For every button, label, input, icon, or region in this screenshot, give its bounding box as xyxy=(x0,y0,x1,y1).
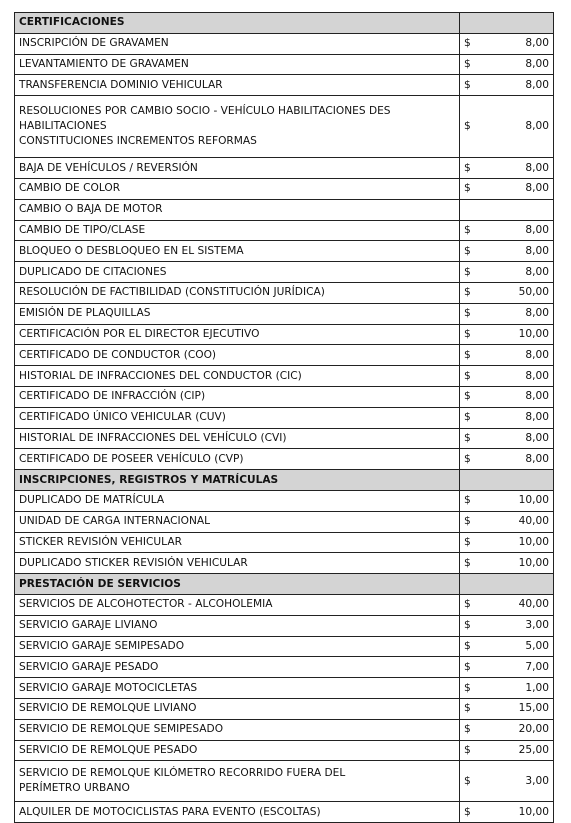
currency-symbol: $ xyxy=(464,723,471,736)
fee-description: RESOLUCIÓN DE FACTIBILIDAD (CONSTITUCIÓN JURÍDICA) xyxy=(15,282,460,303)
currency-symbol: $ xyxy=(464,805,471,818)
fee-row xyxy=(15,345,554,366)
fee-row xyxy=(15,33,554,54)
fee-value-cell xyxy=(460,386,554,407)
fee-value-cell xyxy=(460,802,554,823)
currency-symbol: $ xyxy=(464,743,471,756)
fee-description: STICKER REVISIÓN VEHICULAR xyxy=(15,532,460,553)
fee-row xyxy=(15,262,554,283)
fee-description: CERTIFICADO DE INFRACCIÓN (CIP) xyxy=(15,386,460,407)
fee-value-cell xyxy=(460,345,554,366)
currency-symbol: $ xyxy=(464,161,471,174)
section-header-row xyxy=(15,470,554,491)
fee-value-cell xyxy=(460,470,554,491)
fee-value-cell xyxy=(460,96,554,158)
fee-value-cell xyxy=(460,615,554,636)
fee-description: BLOQUEO O DESBLOQUEO EN EL SISTEMA xyxy=(15,241,460,262)
fee-description xyxy=(15,96,460,158)
section-header-row xyxy=(15,574,554,595)
currency-symbol: $ xyxy=(464,411,471,424)
fee-value-cell xyxy=(460,220,554,241)
fee-description: HISTORIAL DE INFRACCIONES DEL VEHÍCULO (CVI) xyxy=(15,428,460,449)
fee-row xyxy=(15,553,554,574)
fee-amount: 8,00 xyxy=(525,57,549,70)
fee-value-cell xyxy=(460,594,554,615)
fee-row xyxy=(15,96,554,158)
fee-description: CAMBIO DE TIPO/CLASE xyxy=(15,220,460,241)
fee-amount: 10,00 xyxy=(518,535,549,548)
fee-description-line: RESOLUCIONES POR CAMBIO SOCIO - VEHÍCULO HABILITACIONES DES xyxy=(19,105,391,118)
fee-value-cell xyxy=(460,428,554,449)
fee-value-cell xyxy=(460,678,554,699)
fee-row xyxy=(15,532,554,553)
fee-value-cell xyxy=(460,490,554,511)
fee-row xyxy=(15,802,554,823)
fee-row xyxy=(15,54,554,75)
fee-amount: 8,00 xyxy=(525,307,549,320)
fee-description: SERVICIO GARAJE MOTOCICLETAS xyxy=(15,678,460,699)
fee-row xyxy=(15,407,554,428)
fee-row xyxy=(15,698,554,719)
fee-amount: 5,00 xyxy=(525,639,549,652)
fee-description: CERTIFICADO DE CONDUCTOR (COO) xyxy=(15,345,460,366)
fee-value-cell xyxy=(460,262,554,283)
fee-amount: 8,00 xyxy=(525,369,549,382)
fee-value-cell xyxy=(460,740,554,761)
fee-description: BAJA DE VEHÍCULOS / REVERSIÓN xyxy=(15,158,460,179)
fee-value-cell xyxy=(460,33,554,54)
currency-symbol: $ xyxy=(464,78,471,91)
currency-symbol: $ xyxy=(464,619,471,632)
currency-symbol: $ xyxy=(464,265,471,278)
fee-amount: 15,00 xyxy=(518,702,549,715)
fee-description: DUPLICADO DE MATRÍCULA xyxy=(15,490,460,511)
fee-amount: 8,00 xyxy=(525,244,549,257)
fee-row xyxy=(15,199,554,220)
fee-description: SERVICIO DE REMOLQUE LIVIANO xyxy=(15,698,460,719)
fee-amount: 8,00 xyxy=(525,452,549,465)
currency-symbol: $ xyxy=(464,57,471,70)
fee-description: INSCRIPCIÓN DE GRAVAMEN xyxy=(15,33,460,54)
fee-row xyxy=(15,178,554,199)
fee-amount: 40,00 xyxy=(518,515,549,528)
fee-amount: 8,00 xyxy=(525,348,549,361)
fee-row xyxy=(15,241,554,262)
fee-description: DUPLICADO DE CITACIONES xyxy=(15,262,460,283)
currency-symbol: $ xyxy=(464,452,471,465)
fee-amount: 8,00 xyxy=(525,78,549,91)
fee-row xyxy=(15,678,554,699)
currency-symbol: $ xyxy=(464,120,471,133)
fee-amount: 8,00 xyxy=(525,390,549,403)
fee-amount: 1,00 xyxy=(525,681,549,694)
fee-amount: 8,00 xyxy=(525,120,549,133)
fee-row xyxy=(15,386,554,407)
fee-row xyxy=(15,636,554,657)
fee-description: HISTORIAL DE INFRACCIONES DEL CONDUCTOR (CIC) xyxy=(15,366,460,387)
fee-row xyxy=(15,366,554,387)
fee-value-cell xyxy=(460,303,554,324)
fee-amount: 20,00 xyxy=(518,723,549,736)
fee-amount: 3,00 xyxy=(525,619,549,632)
currency-symbol: $ xyxy=(464,702,471,715)
currency-symbol: $ xyxy=(464,369,471,382)
fee-amount: 10,00 xyxy=(518,556,549,569)
currency-symbol: $ xyxy=(464,244,471,257)
fee-value-cell xyxy=(460,449,554,470)
fee-value-cell xyxy=(460,719,554,740)
fee-description: SERVICIO DE REMOLQUE PESADO xyxy=(15,740,460,761)
fee-value-cell xyxy=(460,158,554,179)
fee-description: CERTIFICADO DE POSEER VEHÍCULO (CVP) xyxy=(15,449,460,470)
fee-description: LEVANTAMIENTO DE GRAVAMEN xyxy=(15,54,460,75)
fee-value-cell xyxy=(460,54,554,75)
section-header-row xyxy=(15,13,554,34)
fee-row xyxy=(15,428,554,449)
fee-row xyxy=(15,324,554,345)
fee-amount: 8,00 xyxy=(525,431,549,444)
fee-table-body xyxy=(15,13,554,823)
currency-symbol: $ xyxy=(464,639,471,652)
fee-description: CAMBIO DE COLOR xyxy=(15,178,460,199)
fee-description: EMISIÓN DE PLAQUILLAS xyxy=(15,303,460,324)
fee-amount: 10,00 xyxy=(518,494,549,507)
fee-amount: 8,00 xyxy=(525,161,549,174)
fee-row xyxy=(15,75,554,96)
currency-symbol: $ xyxy=(464,37,471,50)
fee-value-cell xyxy=(460,636,554,657)
fee-amount: 40,00 xyxy=(518,598,549,611)
fee-amount: 10,00 xyxy=(518,805,549,818)
currency-symbol: $ xyxy=(464,390,471,403)
fee-value-cell xyxy=(460,178,554,199)
fee-amount: 8,00 xyxy=(525,223,549,236)
fee-value-cell xyxy=(460,553,554,574)
currency-symbol: $ xyxy=(464,515,471,528)
currency-symbol: $ xyxy=(464,286,471,299)
fee-row xyxy=(15,511,554,532)
fee-description: SERVICIO GARAJE LIVIANO xyxy=(15,615,460,636)
fee-value-cell xyxy=(460,366,554,387)
section-title: PRESTACIÓN DE SERVICIOS xyxy=(15,574,460,595)
fee-description: UNIDAD DE CARGA INTERNACIONAL xyxy=(15,511,460,532)
currency-symbol: $ xyxy=(464,598,471,611)
fee-value-cell xyxy=(460,241,554,262)
fee-description: CERTIFICACIÓN POR EL DIRECTOR EJECUTIVO xyxy=(15,324,460,345)
fee-row xyxy=(15,158,554,179)
fee-amount: 50,00 xyxy=(518,286,549,299)
fee-description xyxy=(15,761,460,802)
fee-description-line: SERVICIO DE REMOLQUE KILÓMETRO RECORRIDO FUERA DEL xyxy=(19,767,346,780)
fee-value-cell xyxy=(460,657,554,678)
fee-amount: 10,00 xyxy=(518,327,549,340)
currency-symbol: $ xyxy=(464,535,471,548)
fee-row xyxy=(15,740,554,761)
fee-description: SERVICIO GARAJE SEMIPESADO xyxy=(15,636,460,657)
fee-row xyxy=(15,490,554,511)
fee-row xyxy=(15,449,554,470)
fee-description: SERVICIOS DE ALCOHOTECTOR - ALCOHOLEMIA xyxy=(15,594,460,615)
fee-value-cell xyxy=(460,761,554,802)
fee-row xyxy=(15,594,554,615)
fee-row xyxy=(15,761,554,802)
fee-value-cell xyxy=(460,698,554,719)
currency-symbol: $ xyxy=(464,348,471,361)
fee-description-line: PERÍMETRO URBANO xyxy=(19,782,130,795)
fee-description: CERTIFICADO ÚNICO VEHICULAR (CUV) xyxy=(15,407,460,428)
currency-symbol: $ xyxy=(464,182,471,195)
fee-amount: 7,00 xyxy=(525,660,549,673)
currency-symbol: $ xyxy=(464,494,471,507)
fee-amount: 8,00 xyxy=(525,182,549,195)
fee-row xyxy=(15,615,554,636)
fee-value-cell xyxy=(460,324,554,345)
fee-description: TRANSFERENCIA DOMINIO VEHICULAR xyxy=(15,75,460,96)
fee-row xyxy=(15,220,554,241)
currency-symbol: $ xyxy=(464,774,471,787)
fee-row xyxy=(15,282,554,303)
fee-value-cell xyxy=(460,199,554,220)
fee-description-line: HABILITACIONES xyxy=(19,120,107,133)
fee-amount: 8,00 xyxy=(525,37,549,50)
fee-value-cell xyxy=(460,282,554,303)
currency-symbol: $ xyxy=(464,660,471,673)
fee-description: SERVICIO GARAJE PESADO xyxy=(15,657,460,678)
currency-symbol: $ xyxy=(464,327,471,340)
fee-description-line: CONSTITUCIONES INCREMENTOS REFORMAS xyxy=(19,135,257,148)
currency-symbol: $ xyxy=(464,681,471,694)
fee-value-cell xyxy=(460,532,554,553)
fee-description: SERVICIO DE REMOLQUE SEMIPESADO xyxy=(15,719,460,740)
fee-value-cell xyxy=(460,574,554,595)
fee-amount: 3,00 xyxy=(525,774,549,787)
section-title: CERTIFICACIONES xyxy=(15,13,460,34)
section-title: INSCRIPCIONES, REGISTROS Y MATRÍCULAS xyxy=(15,470,460,491)
currency-symbol: $ xyxy=(464,307,471,320)
fee-amount: 8,00 xyxy=(525,411,549,424)
currency-symbol: $ xyxy=(464,556,471,569)
fee-row xyxy=(15,303,554,324)
fee-description: ALQUILER DE MOTOCICLISTAS PARA EVENTO (ESCOLTAS) xyxy=(15,802,460,823)
fee-value-cell xyxy=(460,13,554,34)
fee-value-cell xyxy=(460,407,554,428)
currency-symbol: $ xyxy=(464,223,471,236)
fee-table xyxy=(14,12,554,823)
fee-row xyxy=(15,719,554,740)
fee-amount: 8,00 xyxy=(525,265,549,278)
fee-row xyxy=(15,657,554,678)
fee-description: CAMBIO O BAJA DE MOTOR xyxy=(15,199,460,220)
fee-value-cell xyxy=(460,75,554,96)
currency-symbol: $ xyxy=(464,431,471,444)
fee-description: DUPLICADO STICKER REVISIÓN VEHICULAR xyxy=(15,553,460,574)
fee-value-cell xyxy=(460,511,554,532)
fee-amount: 25,00 xyxy=(518,743,549,756)
